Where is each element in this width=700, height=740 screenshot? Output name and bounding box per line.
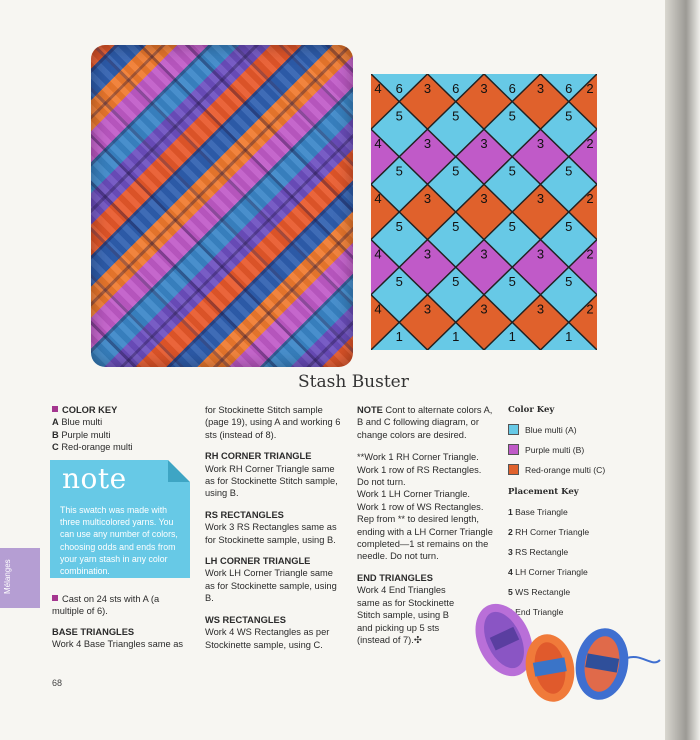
chart-label: 3 bbox=[536, 80, 545, 96]
rs-rectangles-body: Work 3 RS Rectangles same as for Stockinette sample, using B. bbox=[205, 522, 337, 545]
placement-number: 5 bbox=[508, 587, 516, 597]
key-a-label: Blue multi bbox=[61, 417, 103, 428]
color-key-label: Purple multi (B) bbox=[525, 445, 585, 455]
rh-corner-body: Work RH Corner Triangle same as for Stockinette Stitch sample, using B. bbox=[205, 463, 338, 499]
chart-label: 1 bbox=[395, 329, 403, 345]
end-triangles-body: Work 4 End Triangles same as for Stockinette Stitch sample, using B and picking up 5 sts (instead of 7).✣ bbox=[357, 585, 455, 645]
placement-key-title: Placement Key bbox=[508, 487, 579, 497]
note-body: This swatch was made with three multicolored yarns. You can use any number of colors, choosing odds and ends from your yarn stash in any color combination. bbox=[60, 505, 178, 577]
page-number: 68 bbox=[52, 678, 63, 688]
chart-label: 4 bbox=[374, 80, 382, 96]
placement-label: RH Corner Triangle bbox=[515, 527, 590, 537]
chart-label: 1 bbox=[565, 329, 573, 345]
color-key-item bbox=[508, 424, 605, 435]
repeat-line: Do not turn. bbox=[357, 477, 406, 488]
chart-label: 4 bbox=[374, 301, 382, 317]
chart-label: 3 bbox=[480, 191, 488, 207]
chart-label: 5 bbox=[452, 108, 460, 124]
chart-label: 5 bbox=[452, 163, 460, 179]
note-title: note bbox=[62, 462, 127, 495]
key-c-label: Red-orange multi bbox=[61, 442, 133, 453]
chart-label: 3 bbox=[423, 191, 432, 207]
placement-key-item bbox=[508, 567, 605, 577]
repeat-line: needle. Do not turn. bbox=[357, 551, 439, 562]
chart-label: 3 bbox=[480, 136, 488, 151]
placement-label: RS Rectangle bbox=[515, 547, 569, 557]
chart-label: 5 bbox=[508, 108, 516, 124]
base-triangles-body: Work 4 Base Triangles same as bbox=[52, 639, 184, 650]
chart-label: 5 bbox=[565, 218, 573, 234]
color-key-label: Blue multi (A) bbox=[525, 425, 577, 435]
chart-label: 3 bbox=[480, 246, 488, 262]
placement-number: 4 bbox=[508, 567, 516, 577]
base-triangles-heading: BASE TRIANGLES bbox=[52, 626, 135, 637]
chart-label: 4 bbox=[374, 191, 382, 207]
chart-label: 5 bbox=[395, 274, 403, 289]
placement-label: WS Rectangle bbox=[515, 587, 571, 597]
chart-label: 6 bbox=[452, 80, 460, 96]
color-key-item bbox=[508, 464, 605, 475]
key-b-label: Purple multi bbox=[61, 429, 111, 440]
color-key-title: Color Key bbox=[508, 405, 555, 415]
knitted-swatch-photo bbox=[91, 45, 353, 367]
chart-label: 5 bbox=[565, 108, 573, 124]
placement-key-item bbox=[508, 527, 605, 537]
book-gutter bbox=[665, 0, 700, 740]
chart-label: 3 bbox=[536, 246, 545, 262]
lh-corner-body: Work LH Corner Triangle same as for Stockinette sample, using B. bbox=[205, 568, 337, 604]
repeat-line: ending with a LH Corner Triangle bbox=[357, 526, 493, 537]
chart-label: 2 bbox=[586, 80, 594, 96]
chart-label: 5 bbox=[395, 218, 403, 234]
note-heading: NOTE bbox=[357, 405, 383, 415]
placement-number: 1 bbox=[508, 507, 516, 517]
page-fold-icon bbox=[168, 460, 190, 482]
chart-label: 2 bbox=[586, 136, 594, 151]
chart-label: 3 bbox=[536, 136, 545, 151]
color-key-item bbox=[508, 444, 605, 455]
chart-label: 2 bbox=[586, 191, 594, 207]
section-tab bbox=[0, 548, 40, 608]
color-swatch-icon bbox=[508, 444, 519, 455]
repeat-instructions bbox=[357, 451, 497, 563]
side-color-key bbox=[508, 405, 605, 617]
placement-label: End Triangle bbox=[515, 607, 564, 617]
placement-key-item bbox=[508, 507, 605, 517]
note-callout bbox=[50, 460, 190, 578]
bullet-square-icon bbox=[52, 595, 58, 601]
repeat-line: Work 1 row of WS Rectangles. bbox=[357, 501, 484, 512]
color-swatch-icon bbox=[508, 464, 519, 475]
chart-label: 3 bbox=[423, 136, 432, 151]
lh-corner-heading: LH CORNER TRIANGLE bbox=[205, 556, 311, 567]
placement-label: Base Triangle bbox=[515, 507, 568, 517]
placement-label: LH Corner Triangle bbox=[515, 567, 588, 577]
chart-label: 3 bbox=[423, 301, 432, 317]
color-key-label: Red-orange multi (C) bbox=[525, 465, 606, 475]
placement-key-item bbox=[508, 547, 605, 557]
chart-label: 5 bbox=[395, 108, 403, 124]
chart-label: 5 bbox=[452, 218, 460, 234]
chart-label: 6 bbox=[395, 80, 403, 96]
repeat-line: **Work 1 RH Corner Triangle. bbox=[357, 452, 479, 463]
placement-number: 2 bbox=[508, 527, 516, 537]
chart-label: 5 bbox=[508, 163, 516, 179]
chart-label: 3 bbox=[536, 191, 545, 207]
chart-label: 5 bbox=[565, 163, 573, 179]
chart-label: 6 bbox=[508, 80, 516, 96]
repeat-line: completed—1 st remains on the bbox=[357, 539, 489, 550]
placement-key-item bbox=[508, 587, 605, 597]
instructions-column-2 bbox=[205, 404, 343, 651]
repeat-line: Work 1 row of RS Rectangles. bbox=[357, 464, 482, 475]
chart-label: 4 bbox=[374, 136, 382, 151]
chart-label: 3 bbox=[423, 246, 432, 262]
chart-label: 3 bbox=[480, 301, 488, 317]
col2-intro: for Stockinette Stitch sample (page 19), using A and working 6 sts (instead of 8). bbox=[205, 405, 341, 440]
entrelac-chart bbox=[371, 74, 597, 350]
section-tab-label: Mélanges bbox=[3, 559, 12, 594]
color-swatch-icon bbox=[508, 424, 519, 435]
chart-label: 2 bbox=[586, 246, 594, 262]
end-triangles-heading: END TRIANGLES bbox=[357, 572, 433, 583]
chart-label: 2 bbox=[586, 301, 594, 317]
placement-number: 3 bbox=[508, 547, 516, 557]
rh-corner-heading: RH CORNER TRIANGLE bbox=[205, 451, 312, 462]
color-key-column: COLOR KEY A Blue multi B Purple multi C Red-orange multi bbox=[52, 405, 133, 453]
chart-label: 5 bbox=[395, 163, 403, 179]
ws-rectangles-heading: WS RECTANGLES bbox=[205, 614, 286, 625]
rs-rectangles-heading: RS RECTANGLES bbox=[205, 509, 284, 520]
chart-label: 5 bbox=[508, 218, 516, 234]
chart-label: 4 bbox=[374, 246, 382, 262]
repeat-line: Rep from ** to desired length, bbox=[357, 514, 479, 525]
chart-label: 3 bbox=[423, 80, 432, 96]
chart-label: 5 bbox=[565, 274, 573, 289]
ws-rectangles-body: Work 4 WS Rectangles as per Stockinette sample, using C. bbox=[205, 627, 330, 650]
blue-skein bbox=[570, 624, 660, 703]
chart-label: 5 bbox=[508, 274, 516, 289]
color-key-heading: COLOR KEY bbox=[62, 405, 118, 415]
cast-on-block bbox=[52, 593, 188, 651]
chart-label: 1 bbox=[508, 329, 516, 345]
chart-label: 5 bbox=[452, 274, 460, 289]
page-title: Stash Buster bbox=[298, 372, 409, 392]
cast-on-text: Cast on 24 sts with A (a multiple of 6). bbox=[52, 594, 160, 617]
chart-label: 1 bbox=[452, 329, 460, 345]
bullet-square-icon bbox=[52, 406, 58, 412]
note-text: Cont to alternate colors A, B and C following diagram, or change colors are desired. bbox=[357, 405, 493, 440]
yarn-skeins-image bbox=[462, 598, 662, 703]
chart-label: 3 bbox=[536, 301, 545, 317]
chart-label: 3 bbox=[480, 80, 488, 96]
chart-label: 6 bbox=[565, 80, 573, 96]
repeat-line: Work 1 LH Corner Triangle. bbox=[357, 489, 470, 500]
